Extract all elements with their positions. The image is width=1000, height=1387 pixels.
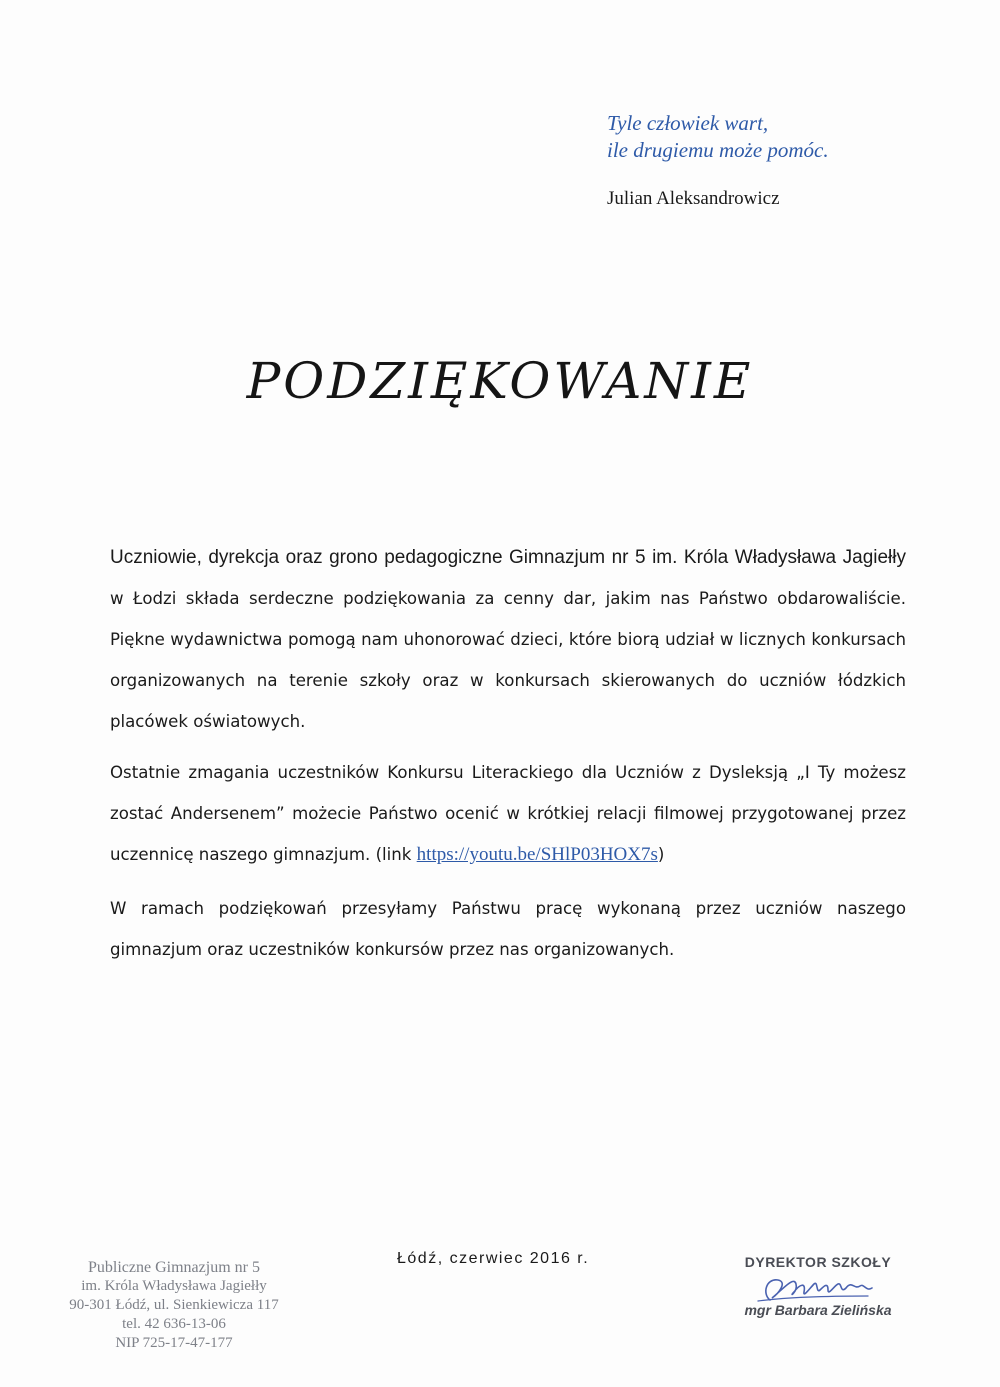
paragraph-1-rest: w Łodzi składa serdeczne podziękowania za cenny dar, jakim nas Państwo obdarowaliście. Piękne wydawnictwa pomogą nam uhonorować dzieci, które biorą udział w licznych konkursach organizowanych na terenie szkoły oraz w konkursach skierowanych do uczniów łódzkich placówek oświatowych.	[110, 589, 906, 731]
handwritten-signature	[748, 1270, 888, 1306]
paragraph-2	[110, 752, 906, 875]
director-name: mgr Barbara Zielińska	[744, 1302, 892, 1318]
stamp-line-2: im. Króla Władysława Jagiełły	[81, 1278, 267, 1294]
stamp-line-4: tel. 42 636-13-06	[122, 1316, 226, 1332]
paragraph-2-text: Ostatnie zmagania uczestników Konkursu Literackiego dla Uczniów z Dysleksją „I Ty możesz zostać Andersenem” możecie Państwo ocenić w krótkiej relacji filmowej przygotowanej przez uczennicę naszego gimnazjum. (link	[110, 763, 906, 864]
motto-line-1: Tyle człowiek wart,	[607, 111, 769, 135]
date-line: Łódź, czerwiec 2016 r.	[397, 1250, 590, 1267]
paragraph-3: W ramach podziękowań przesyłamy Państwu pracę wykonaną przez uczniów naszego gimnazjum oraz uczestników konkursów przez nas organizowanych.	[110, 899, 906, 959]
director-title: DYREKTOR SZKOŁY	[744, 1254, 892, 1270]
paragraph-1-lead: Uczniowie, dyrekcja oraz grono pedagogiczne Gimnazjum nr 5 im. Króla Władysława Jagiełły	[110, 547, 906, 568]
youtube-link[interactable]: https://youtu.be/SHlP03HOX7s	[416, 844, 658, 865]
motto-author: Julian Aleksandrowicz	[607, 188, 780, 209]
director-block	[718, 1254, 918, 1318]
motto-quote	[607, 110, 829, 164]
letter-title: PODZIĘKOWANIE	[246, 352, 754, 410]
stamp-line-1: Publiczne Gimnazjum nr 5	[88, 1259, 260, 1276]
paragraph-2-close: )	[657, 845, 665, 864]
stamp-line-3: 90-301 Łódź, ul. Sienkiewicza 117	[69, 1297, 279, 1313]
stamp-line-5: NIP 725-17-47-177	[115, 1335, 233, 1351]
school-stamp	[40, 1258, 308, 1353]
paragraph-1	[110, 537, 906, 742]
motto-line-2: ile drugiemu może pomóc.	[607, 138, 829, 162]
